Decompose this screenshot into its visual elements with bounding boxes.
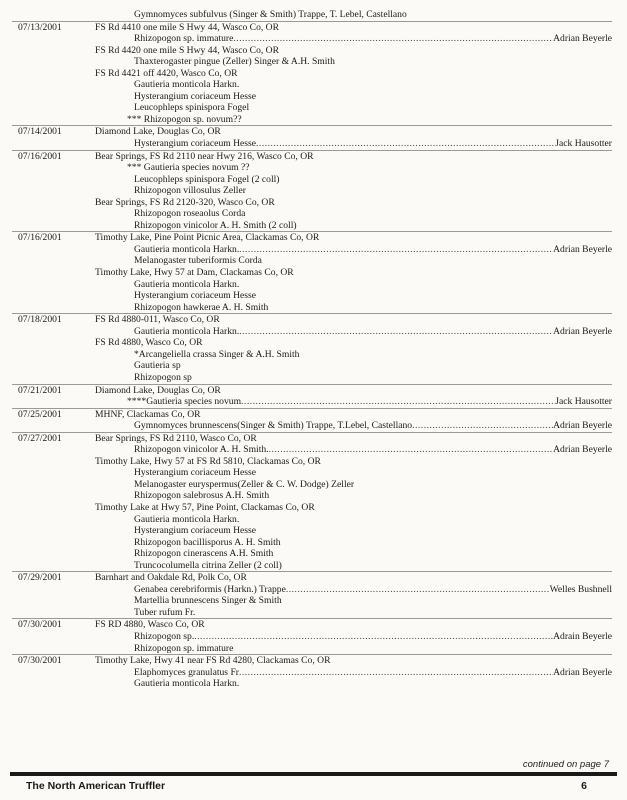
site-row: [12, 197, 612, 209]
dot-leader: [239, 326, 553, 338]
species-row: [12, 525, 612, 537]
species-row: [12, 349, 612, 361]
species-name: Rhizopogon hawkerae A. H. Smith: [134, 301, 269, 313]
site-location: FS Rd 4410 one mile S Hwy 44, Wasco Co, OR: [95, 21, 280, 33]
species-name: Rhizopogon sp. immature: [134, 642, 234, 654]
species-row: [12, 208, 612, 220]
species-name: Hysterangium coriaceum Hesse: [134, 525, 257, 537]
site-row: [12, 313, 612, 326]
site-row: [12, 456, 612, 468]
species-row: [12, 607, 612, 619]
site-location: Bear Springs, FS Rd 2110, Wasco Co, OR: [95, 432, 257, 444]
site-row: [12, 150, 612, 163]
collection-date: 07/27/2001: [18, 432, 62, 444]
species-row: [12, 326, 612, 338]
species-row: [12, 584, 612, 596]
species-row: [12, 244, 612, 256]
species-row: [12, 595, 612, 607]
site-location: FS Rd 4880, Wasco Co, OR: [95, 337, 203, 349]
species-name: Rhizopogon sp. immature: [134, 33, 234, 45]
species-row: [12, 372, 612, 384]
site-row: [12, 654, 612, 667]
dot-leader: [412, 420, 553, 432]
species-row: [12, 479, 612, 491]
site-row: [12, 231, 612, 244]
site-location: Timothy Lake, Hwy 41 near FS Rd 4280, Clackamas Co, OR: [95, 655, 331, 667]
species-row: [12, 114, 612, 126]
species-name: Tuber rufum Fr.: [134, 606, 196, 618]
species-row: [12, 548, 612, 560]
collector-name: Adrian Beyerle: [553, 666, 612, 678]
species-name: Hysterangium coriaceum Hesse: [134, 290, 257, 302]
site-location: MHNF, Clackamas Co, OR: [95, 408, 201, 420]
species-row: [12, 91, 612, 103]
species-row: [12, 102, 612, 114]
species-row: [12, 678, 612, 690]
dot-leader: [239, 244, 553, 256]
species-entry: [134, 244, 612, 256]
site-row: [12, 125, 612, 138]
collection-date: 07/18/2001: [18, 314, 62, 326]
site-location: Barnhart and Oakdale Rd, Polk Co, OR: [95, 572, 247, 584]
collection-date: 07/16/2001: [18, 150, 62, 162]
collection-date: 07/16/2001: [18, 232, 62, 244]
species-name: ****Gautieria species novum: [127, 396, 242, 408]
species-row: [12, 185, 612, 197]
site-row: [12, 21, 612, 34]
newsletter-title: The North American Truffler: [26, 780, 166, 792]
site-row: [12, 408, 612, 421]
species-name: *** Rhizopogon sp. novum??: [127, 113, 242, 125]
footer-rule: [10, 772, 617, 776]
species-row: [12, 162, 612, 174]
site-row: [12, 618, 612, 631]
species-entry: [134, 326, 612, 338]
species-row: [12, 667, 612, 679]
species-name: Genabea cerebriformis (Harkn.) Trappe: [134, 583, 286, 595]
page-number: 6: [581, 780, 587, 792]
species-name: Rhizopogon cinerascens A.H. Smith: [134, 548, 274, 560]
species-row: [12, 279, 612, 291]
species-name: Hysterangium coriaceum Hesse: [134, 90, 257, 102]
site-row: [12, 68, 612, 80]
collection-date: 07/30/2001: [18, 655, 62, 667]
collector-name: Adrian Beyerle: [553, 243, 612, 255]
species-row: [12, 360, 612, 372]
species-row: [12, 138, 612, 150]
species-name: Gymnomyces brunnescens(Singer & Smith) Trappe, T.Lebel, Castellano: [134, 420, 413, 432]
dot-leader: [239, 667, 553, 679]
site-location: Timothy Lake at Hwy 57, Pine Point, Clackamas Co, OR: [95, 501, 315, 513]
species-name: Rhizopogon vinicolor A. H. Smith.: [134, 444, 269, 456]
species-row: [12, 220, 612, 232]
species-entry: [134, 667, 612, 679]
species-row: [12, 560, 612, 572]
species-row: [12, 56, 612, 68]
species-name: Rhizopogon vinicolor A. H. Smith (2 coll): [134, 219, 297, 231]
site-row: [12, 337, 612, 349]
species-row: [12, 33, 612, 45]
site-location: Timothy Lake, Hwy 57 at Dam, Clackamas Co, OR: [95, 267, 294, 279]
species-entry: [134, 420, 612, 432]
species-name: Gautieria monticola Harkn.: [134, 79, 240, 91]
species-row: [12, 643, 612, 655]
dot-leader: [233, 33, 553, 45]
species-row: [12, 467, 612, 479]
species-row: [12, 174, 612, 186]
species-row: [12, 302, 612, 314]
collector-name: Adrian Beyerle: [553, 325, 612, 337]
collection-date: 07/30/2001: [18, 619, 62, 631]
site-location: Bear Springs, FS Rd 2110 near Hwy 216, Wasco Co, OR: [95, 150, 314, 162]
collector-name: Jack Hausotter: [555, 396, 612, 408]
species-row: [12, 290, 612, 302]
species-name: Leucophleps spinispora Fogel (2 coll): [134, 173, 280, 185]
species-name: Rhizopogon salebrosus A.H. Smith: [134, 490, 270, 502]
collection-date: 07/21/2001: [18, 384, 62, 396]
dot-leader: [256, 138, 555, 150]
species-name: *Arcangeliella crassa Singer & A.H. Smith: [134, 348, 300, 360]
species-row: [12, 79, 612, 91]
dot-leader: [286, 584, 550, 596]
species-row: [12, 9, 612, 21]
species-name: Rhizopogon sp: [134, 371, 192, 383]
species-name: Melanogaster tuberiformis Corda: [134, 255, 262, 267]
site-location: FS Rd 4420 one mile S Hwy 44, Wasco Co, OR: [95, 44, 280, 56]
collector-name: Jack Hausotter: [555, 138, 612, 150]
species-name: Leucophleps spinispora Fogel: [134, 102, 250, 114]
dot-leader: [194, 631, 553, 643]
collector-name: Welles Bushnell: [549, 583, 612, 595]
species-name: Rhizopogon sp.: [134, 630, 195, 642]
species-list: [12, 9, 612, 690]
dot-leader: [269, 444, 554, 456]
site-location: Diamond Lake, Douglas Co, OR: [95, 126, 221, 138]
site-row: [12, 384, 612, 397]
site-location: Diamond Lake, Douglas Co, OR: [95, 384, 221, 396]
species-name: Rhizopogon bacillisporus A. H. Smith: [134, 536, 281, 548]
collector-name: Adrian Beyerle: [553, 444, 612, 456]
species-entry: [134, 584, 612, 596]
collection-date: 07/29/2001: [18, 572, 62, 584]
species-row: [12, 444, 612, 456]
species-entry: [134, 33, 612, 45]
site-row: [12, 45, 612, 57]
dot-leader: [241, 396, 555, 408]
species-name: Gautieria monticola Harkn.: [134, 513, 240, 525]
species-entry: [134, 138, 612, 150]
species-row: [12, 490, 612, 502]
species-row: [12, 396, 612, 408]
continued-note: continued on page 7: [522, 759, 609, 770]
species-name: Gautieria monticola Harkn.: [134, 278, 240, 290]
species-name: Melanogaster euryspermus(Zeller & C. W. Dodge) Zeller: [134, 478, 355, 490]
species-name: Gautieria monticola Harkn.: [134, 678, 240, 690]
species-row: [12, 420, 612, 432]
species-entry: [134, 631, 612, 643]
species-name: Rhizopogon roseaolus Corda: [134, 208, 246, 220]
species-row: [12, 514, 612, 526]
species-entry: [134, 444, 612, 456]
collector-name: Adrain Beyerle: [553, 630, 612, 642]
species-name: Thaxterogaster pingue (Zeller) Singer & A.H. Smith: [134, 56, 335, 68]
collector-name: Adrian Beyerle: [553, 420, 612, 432]
species-name: Hysterangium coriaceum Hesse: [134, 467, 257, 479]
site-location: Bear Springs, FS Rd 2120-320, Wasco Co, OR: [95, 196, 275, 208]
site-row: [12, 432, 612, 445]
species-name: Gymnomyces subfulvus (Singer & Smith) Trappe, T. Lebel, Castellano: [134, 9, 407, 20]
species-name: Truncocolumella citrina Zeller (2 coll): [134, 559, 282, 571]
collection-date: 07/13/2001: [18, 21, 62, 33]
site-location: FS Rd 4421 off 4420, Wasco Co, OR: [95, 67, 238, 79]
species-row: [12, 537, 612, 549]
species-name: Elaphomyces granulatus Fr: [134, 666, 239, 678]
site-location: Timothy Lake, Hwy 57 at FS Rd 5810, Clackamas Co, OR: [95, 455, 321, 467]
site-row: [12, 571, 612, 584]
site-row: [12, 502, 612, 514]
species-row: [12, 631, 612, 643]
site-location: FS RD 4880, Wasco Co, OR: [95, 619, 205, 631]
species-name: Gautieria monticola Harkn.: [134, 325, 240, 337]
species-name: Rhizopogon villosulus Zeller: [134, 185, 246, 197]
collection-date: 07/14/2001: [18, 126, 62, 138]
species-name: *** Gautieria species novum ??: [127, 162, 250, 174]
site-location: Timothy Lake, Pine Point Picnic Area, Clackamas Co, OR: [95, 232, 320, 244]
species-row: [12, 255, 612, 267]
species-name: Martellia brunnescens Singer & Smith: [134, 595, 282, 607]
site-row: [12, 267, 612, 279]
site-location: FS Rd 4880-011, Wasco Co, OR: [95, 314, 220, 326]
collection-date: 07/25/2001: [18, 408, 62, 420]
collector-name: Adrian Beyerle: [553, 33, 612, 45]
species-name: Gautieria sp: [134, 360, 181, 372]
species-name: Gautieria monticola Harkn.: [134, 243, 240, 255]
species-name: Hysterangium coriaceum Hesse: [134, 138, 257, 150]
species-entry: [127, 396, 612, 408]
